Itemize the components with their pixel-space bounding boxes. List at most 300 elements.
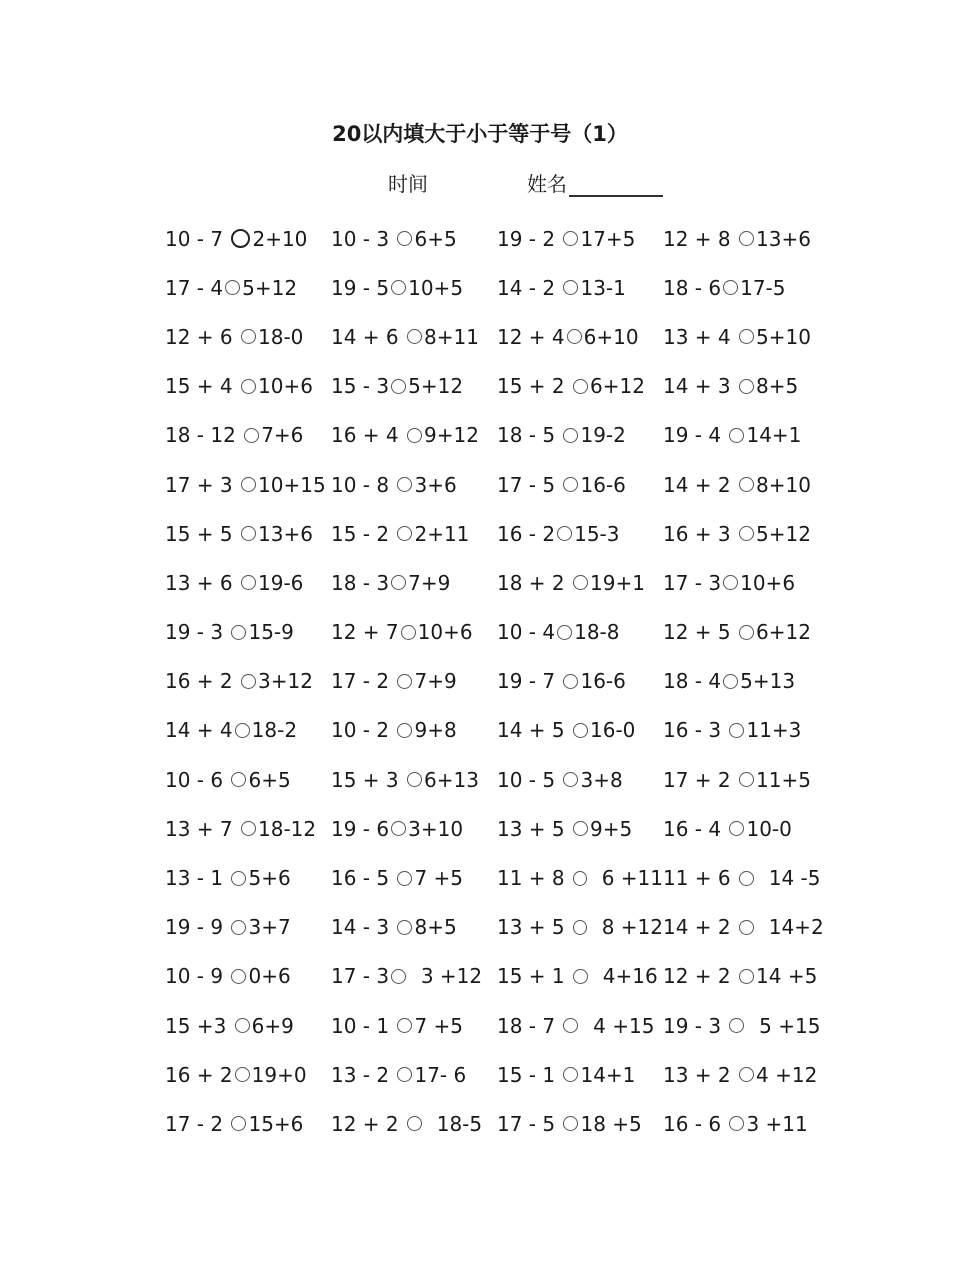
left-expression: 14 - 2 (497, 275, 562, 300)
comparison-problem (663, 214, 829, 263)
left-expression: 12 + 6 (165, 324, 240, 349)
comparison-problem (331, 509, 497, 558)
name-blank-line[interactable] (569, 175, 663, 197)
left-expression: 15 + 2 (497, 374, 572, 399)
answer-circle-icon[interactable] (729, 1018, 744, 1033)
right-expression: 8+5 (756, 374, 799, 399)
answer-circle-icon[interactable] (563, 231, 578, 246)
right-expression: 18-2 (251, 718, 298, 743)
right-expression: 9+8 (414, 718, 457, 743)
answer-circle-icon[interactable] (244, 428, 259, 443)
right-expression: 10+15 (258, 472, 326, 497)
answer-circle-icon[interactable] (723, 674, 738, 689)
left-expression: 19 - 2 (497, 226, 562, 251)
comparison-problem (663, 755, 829, 804)
comparison-problem (497, 312, 663, 361)
left-expression: 15 - 2 (331, 521, 396, 546)
right-expression: 10-0 (746, 816, 792, 841)
comparison-problem (165, 804, 331, 853)
answer-circle-icon[interactable] (407, 329, 422, 344)
right-expression: 9+12 (424, 423, 479, 448)
left-expression: 11 + 8 (497, 866, 572, 891)
left-expression: 10 - 6 (165, 767, 230, 792)
answer-circle-icon[interactable] (739, 231, 754, 246)
left-expression: 13 + 4 (663, 324, 738, 349)
left-expression: 13 - 1 (165, 866, 230, 891)
problem-row (165, 804, 845, 853)
comparison-problem (331, 608, 497, 657)
answer-circle-icon[interactable] (739, 625, 754, 640)
left-expression: 13 + 2 (663, 1062, 738, 1087)
answer-circle-icon[interactable] (407, 772, 422, 787)
problem-row (165, 1050, 845, 1099)
comparison-problem (497, 362, 663, 411)
right-expression: 17+5 (580, 226, 636, 251)
comparison-problem (165, 312, 331, 361)
comparison-problem (331, 755, 497, 804)
right-expression: 3+10 (408, 816, 464, 841)
comparison-problem (497, 608, 663, 657)
answer-circle-icon[interactable] (241, 674, 256, 689)
left-expression: 18 - 5 (497, 423, 562, 448)
comparison-problem (663, 509, 829, 558)
comparison-problem (663, 1050, 829, 1099)
comparison-problem (497, 263, 663, 312)
right-expression: 10+6 (740, 570, 796, 595)
comparison-problem (331, 903, 497, 952)
left-expression: 12 + 8 (663, 226, 738, 251)
comparison-problem (663, 460, 829, 509)
comparison-problem (165, 903, 331, 952)
left-expression: 19 - 5 (331, 275, 390, 300)
left-expression: 13 + 6 (165, 570, 240, 595)
right-expression: 14+1 (746, 423, 802, 448)
answer-circle-icon[interactable] (397, 871, 412, 886)
answer-circle-icon[interactable] (241, 821, 256, 836)
answer-circle-icon[interactable] (739, 871, 754, 886)
answer-circle-icon[interactable] (235, 1067, 250, 1082)
comparison-problem (165, 1050, 331, 1099)
answer-circle-icon[interactable] (231, 871, 246, 886)
answer-circle-icon[interactable] (729, 723, 744, 738)
right-expression: 15-9 (248, 620, 294, 645)
right-expression: 4 +12 (756, 1062, 818, 1087)
answer-circle-icon[interactable] (729, 428, 744, 443)
left-expression: 17 + 3 (165, 472, 240, 497)
comparison-problem (165, 755, 331, 804)
comparison-problem (331, 853, 497, 902)
problem-row (165, 263, 845, 312)
right-expression: 2+11 (414, 521, 470, 546)
answer-circle-icon[interactable] (391, 575, 406, 590)
right-expression: 3+6 (414, 472, 457, 497)
right-expression: 8+5 (414, 915, 457, 940)
comparison-problem (165, 214, 331, 263)
right-expression: 10+6 (258, 374, 313, 399)
answer-circle-icon[interactable] (225, 280, 240, 295)
comparison-problem (663, 411, 829, 460)
answer-circle-icon[interactable] (397, 1067, 412, 1082)
right-expression: 7 +5 (414, 866, 464, 891)
answer-circle-icon[interactable] (241, 526, 256, 541)
comparison-problem (497, 755, 663, 804)
left-expression: 13 + 5 (497, 915, 572, 940)
right-expression: 7 +5 (414, 1013, 464, 1038)
left-expression: 17 - 3 (663, 570, 722, 595)
comparison-problem (663, 952, 829, 1001)
right-expression: 16-6 (580, 669, 626, 694)
right-expression: 5+10 (756, 324, 811, 349)
comparison-problem (497, 657, 663, 706)
right-expression: 3+12 (258, 669, 313, 694)
answer-circle-icon[interactable] (397, 477, 412, 492)
left-expression: 16 - 6 (663, 1111, 728, 1136)
answer-circle-icon[interactable] (739, 920, 754, 935)
right-expression: 11+3 (746, 718, 802, 743)
left-expression: 12 + 5 (663, 620, 738, 645)
comparison-problem (663, 312, 829, 361)
right-expression: 5+12 (242, 275, 298, 300)
left-expression: 18 - 3 (331, 570, 390, 595)
problem-row (165, 853, 845, 902)
answer-circle-icon[interactable] (729, 1116, 744, 1131)
comparison-problem (497, 1050, 663, 1099)
comparison-problem (165, 263, 331, 312)
comparison-problem (497, 558, 663, 607)
right-expression: 18-8 (574, 620, 620, 645)
left-expression: 10 - 9 (165, 964, 230, 989)
answer-circle-icon[interactable] (723, 575, 738, 590)
right-expression: 16-0 (590, 718, 636, 743)
comparison-problem (497, 952, 663, 1001)
comparison-problem (165, 657, 331, 706)
answer-circle-icon[interactable] (235, 1018, 250, 1033)
answer-circle-icon[interactable] (241, 477, 256, 492)
comparison-problem (663, 1099, 829, 1148)
answer-circle-icon[interactable] (397, 674, 412, 689)
right-expression: 10+6 (417, 620, 473, 645)
left-expression: 19 - 4 (663, 423, 728, 448)
worksheet-title: 20以内填大于小于等于号（1） (332, 122, 628, 146)
left-expression: 19 - 3 (663, 1013, 728, 1038)
right-expression: 3 +11 (746, 1111, 808, 1136)
left-expression: 14 + 6 (331, 324, 406, 349)
right-expression: 5 +15 (746, 1013, 821, 1038)
comparison-problem (497, 411, 663, 460)
right-expression: 6+9 (251, 1013, 294, 1038)
problem-row (165, 214, 845, 263)
right-expression: 15-3 (574, 521, 620, 546)
comparison-problem (663, 903, 829, 952)
comparison-problem (663, 608, 829, 657)
answer-circle-icon[interactable] (397, 1018, 412, 1033)
problem-row (165, 608, 845, 657)
right-expression: 13-1 (580, 275, 626, 300)
right-expression: 6+12 (756, 620, 811, 645)
left-expression: 17 - 5 (497, 1111, 562, 1136)
problem-row (165, 1099, 845, 1148)
comparison-problem (663, 1001, 829, 1050)
answer-circle-icon[interactable] (739, 329, 754, 344)
left-expression: 17 + 2 (663, 767, 738, 792)
left-expression: 18 - 6 (663, 275, 722, 300)
comparison-problem (497, 1001, 663, 1050)
problem-row (165, 558, 845, 607)
right-expression: 8+11 (424, 324, 479, 349)
comparison-problem (663, 362, 829, 411)
comparison-problem (165, 460, 331, 509)
left-expression: 16 - 3 (663, 718, 728, 743)
left-expression: 14 + 2 (663, 472, 738, 497)
answer-circle-icon[interactable] (563, 772, 578, 787)
answer-circle-icon[interactable] (231, 772, 246, 787)
left-expression: 14 + 3 (663, 374, 738, 399)
answer-circle-icon[interactable] (563, 674, 578, 689)
right-expression: 17- 6 (414, 1062, 467, 1087)
answer-circle-icon[interactable] (739, 379, 754, 394)
left-expression: 14 + 4 (165, 718, 233, 743)
left-expression: 15 + 4 (165, 374, 240, 399)
comparison-problem (663, 804, 829, 853)
problem-row (165, 362, 845, 411)
right-expression: 8 +12 (588, 915, 663, 940)
comparison-problem (165, 1001, 331, 1050)
answer-circle-icon[interactable] (567, 329, 582, 344)
answer-circle-icon[interactable] (739, 772, 754, 787)
left-expression: 16 - 4 (663, 816, 728, 841)
right-expression: 14+2 (756, 915, 824, 940)
answer-circle-icon[interactable] (563, 280, 578, 295)
left-expression: 10 - 2 (331, 718, 396, 743)
answer-circle-icon[interactable] (407, 428, 422, 443)
left-expression: 18 - 7 (497, 1013, 562, 1038)
answer-circle-icon[interactable] (241, 379, 256, 394)
right-expression: 2+10 (252, 226, 308, 251)
name-field[interactable] (527, 168, 663, 197)
answer-circle-icon[interactable] (573, 969, 588, 984)
right-expression: 7+6 (261, 423, 304, 448)
right-expression: 11+5 (756, 767, 811, 792)
left-expression: 17 - 2 (331, 669, 396, 694)
answer-circle-icon[interactable] (241, 575, 256, 590)
left-expression: 15 - 3 (331, 374, 390, 399)
left-expression: 15 + 3 (331, 767, 406, 792)
left-expression: 10 - 8 (331, 472, 396, 497)
comparison-problem (165, 411, 331, 460)
comparison-problem (331, 460, 497, 509)
problem-row (165, 952, 845, 1001)
answer-circle-icon[interactable] (231, 969, 246, 984)
time-label: 时间 (388, 172, 428, 196)
left-expression: 12 + 7 (331, 620, 399, 645)
comparison-problem (497, 706, 663, 755)
answer-circle-icon[interactable] (391, 280, 406, 295)
answer-circle-icon[interactable] (573, 871, 587, 886)
left-expression: 18 - 12 (165, 423, 243, 448)
answer-circle-icon[interactable] (573, 379, 588, 394)
right-expression: 5+12 (756, 521, 811, 546)
answer-circle-icon[interactable] (563, 1067, 578, 1082)
right-expression: 3 +12 (408, 964, 483, 989)
answer-circle-icon[interactable] (397, 526, 412, 541)
right-expression: 18 +5 (580, 1111, 642, 1136)
problem-row (165, 706, 845, 755)
problem-row (165, 755, 845, 804)
answer-circle-icon[interactable] (739, 1067, 754, 1082)
left-expression: 19 - 3 (165, 620, 230, 645)
answer-circle-icon[interactable] (407, 1116, 422, 1131)
right-expression: 19+1 (590, 570, 645, 595)
answer-circle-icon[interactable] (557, 526, 572, 541)
problem-row (165, 312, 845, 361)
comparison-problem (663, 706, 829, 755)
left-expression: 14 + 2 (663, 915, 738, 940)
answer-circle-icon[interactable] (391, 379, 406, 394)
left-expression: 13 + 7 (165, 816, 240, 841)
right-expression: 17-5 (740, 275, 786, 300)
right-expression: 3+8 (580, 767, 623, 792)
left-expression: 16 + 4 (331, 423, 406, 448)
right-expression: 13+6 (756, 226, 811, 251)
answer-circle-icon[interactable] (729, 821, 744, 836)
left-expression: 13 + 5 (497, 816, 572, 841)
left-expression: 15 +3 (165, 1013, 233, 1038)
left-expression: 12 + 2 (331, 1111, 406, 1136)
left-expression: 15 + 1 (497, 964, 572, 989)
comparison-problem (331, 362, 497, 411)
left-expression: 18 - 4 (663, 669, 722, 694)
right-expression: 6+13 (424, 767, 479, 792)
answer-circle-icon[interactable] (397, 231, 412, 246)
problem-row (165, 1001, 845, 1050)
left-expression: 17 - 4 (165, 275, 224, 300)
left-expression: 19 - 6 (331, 816, 390, 841)
problem-row (165, 460, 845, 509)
right-expression: 18-12 (258, 816, 317, 841)
comparison-problem (663, 853, 829, 902)
answer-circle-icon[interactable] (573, 821, 588, 836)
answer-circle-icon[interactable] (563, 428, 578, 443)
right-expression: 15+6 (248, 1111, 304, 1136)
answer-circle-icon[interactable] (739, 526, 754, 541)
right-expression: 6+5 (248, 767, 291, 792)
answer-circle-icon[interactable] (397, 723, 412, 738)
answer-circle-icon[interactable] (573, 723, 588, 738)
right-expression: 19-2 (580, 423, 626, 448)
left-expression: 17 - 2 (165, 1111, 230, 1136)
problem-row (165, 411, 845, 460)
right-expression: 8+10 (756, 472, 811, 497)
answer-circle-icon[interactable] (231, 920, 246, 935)
answer-circle-icon[interactable] (563, 477, 578, 492)
left-expression: 10 - 4 (497, 620, 556, 645)
answer-circle-icon[interactable] (391, 821, 406, 836)
answer-circle-icon[interactable] (739, 477, 754, 492)
comparison-problem (497, 853, 663, 902)
comparison-problem (331, 804, 497, 853)
right-expression: 4 +15 (580, 1013, 655, 1038)
comparison-problem (165, 1099, 331, 1148)
comparison-problem (497, 460, 663, 509)
right-expression: 6+5 (414, 226, 457, 251)
answer-circle-icon[interactable] (241, 329, 256, 344)
right-expression: 14 +5 (756, 964, 818, 989)
left-expression: 10 - 7 (165, 226, 230, 251)
answer-circle-icon[interactable] (573, 920, 587, 935)
answer-circle-icon[interactable] (739, 969, 754, 984)
answer-circle-icon[interactable] (563, 1116, 578, 1131)
right-expression: 16-6 (580, 472, 626, 497)
comparison-problem (331, 411, 497, 460)
left-expression: 11 + 6 (663, 866, 738, 891)
right-expression: 7+9 (414, 669, 457, 694)
right-expression: 6 +11 (588, 866, 663, 891)
right-expression: 0+6 (248, 964, 291, 989)
comparison-problem (331, 952, 497, 1001)
comparison-problem (165, 706, 331, 755)
answer-circle-icon[interactable] (231, 229, 250, 248)
right-expression: 7+9 (408, 570, 451, 595)
comparison-problem (497, 804, 663, 853)
left-expression: 12 + 4 (497, 324, 565, 349)
right-expression: 13+6 (258, 521, 313, 546)
answer-circle-icon[interactable] (397, 920, 412, 935)
comparison-problem (165, 853, 331, 902)
left-expression: 16 - 5 (331, 866, 396, 891)
comparison-problem (165, 952, 331, 1001)
right-expression: 19+0 (251, 1062, 307, 1087)
left-expression: 14 - 3 (331, 915, 396, 940)
answer-circle-icon[interactable] (235, 723, 250, 738)
right-expression: 10+5 (408, 275, 464, 300)
answer-circle-icon[interactable] (401, 625, 416, 640)
answer-circle-icon[interactable] (563, 1018, 578, 1033)
answer-circle-icon[interactable] (573, 575, 588, 590)
comparison-problem (331, 706, 497, 755)
answer-circle-icon[interactable] (557, 625, 572, 640)
comparison-problem (165, 608, 331, 657)
left-expression: 19 - 7 (497, 669, 562, 694)
answer-circle-icon[interactable] (391, 969, 406, 984)
comparison-problem (497, 903, 663, 952)
left-expression: 16 - 2 (497, 521, 556, 546)
right-expression: 19-6 (258, 570, 304, 595)
right-expression: 18-0 (258, 324, 304, 349)
right-expression: 14+1 (580, 1062, 636, 1087)
comparison-problem (331, 1050, 497, 1099)
left-expression: 14 + 5 (497, 718, 572, 743)
answer-circle-icon[interactable] (231, 625, 246, 640)
answer-circle-icon[interactable] (723, 280, 738, 295)
comparison-problem (165, 362, 331, 411)
answer-circle-icon[interactable] (231, 1116, 246, 1131)
left-expression: 15 + 5 (165, 521, 240, 546)
comparison-problem (497, 509, 663, 558)
left-expression: 10 - 3 (331, 226, 396, 251)
right-expression: 9+5 (590, 816, 633, 841)
left-expression: 17 - 3 (331, 964, 390, 989)
left-expression: 18 + 2 (497, 570, 572, 595)
left-expression: 16 + 2 (165, 1062, 233, 1087)
right-expression: 5+12 (408, 374, 464, 399)
left-expression: 16 + 2 (165, 669, 240, 694)
left-expression: 17 - 5 (497, 472, 562, 497)
right-expression: 5+13 (740, 669, 796, 694)
problem-row (165, 657, 845, 706)
left-expression: 16 + 3 (663, 521, 738, 546)
comparison-problem (165, 558, 331, 607)
comparison-problem (331, 263, 497, 312)
